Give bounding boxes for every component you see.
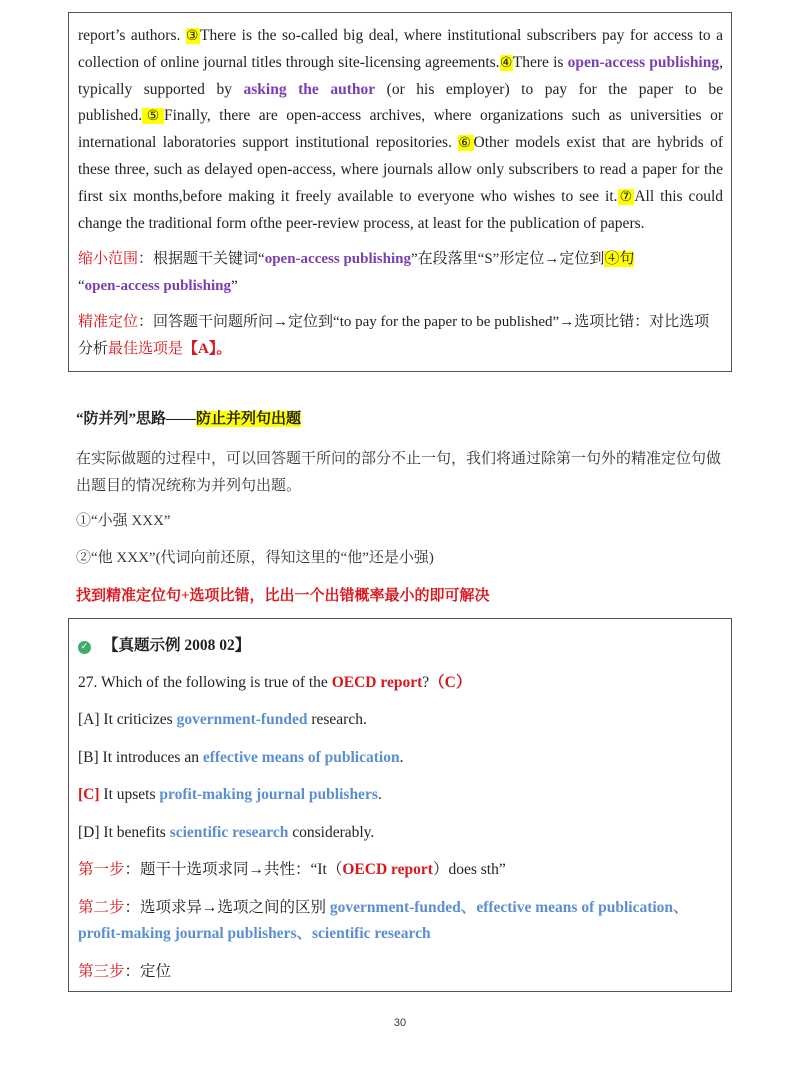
option-label: [C] bbox=[78, 786, 100, 803]
step-label: 精准定位 bbox=[78, 314, 139, 331]
keyword-open-access: open-access publishing bbox=[567, 53, 720, 71]
option-keyword: effective means of publication bbox=[202, 748, 400, 766]
example-header bbox=[78, 633, 723, 660]
keyword-open-access: open-access publishing bbox=[264, 251, 411, 268]
colon: ： bbox=[138, 314, 154, 331]
option-text: It criticizes bbox=[99, 711, 177, 728]
passage-text: , typically supported by bbox=[78, 53, 723, 98]
step-text: ）does sth” bbox=[432, 861, 506, 878]
quote: “ bbox=[78, 277, 85, 294]
option-text: It upsets bbox=[99, 786, 160, 803]
step-text: ：定位 bbox=[124, 962, 172, 980]
section-title bbox=[76, 407, 301, 428]
note-text: ”在段落里“S”形定位→定位到 bbox=[411, 251, 605, 268]
option-keyword: government-funded bbox=[176, 711, 308, 728]
step-label: 第二步 bbox=[78, 898, 125, 916]
section-paragraph: 在实际做题的过程中，可以回答题干所问的部分不止一句，我们将通过除第一句外的精准定位句做出题目的情况统称为并列句出题。 bbox=[76, 451, 722, 494]
keyword-oecd: OECD report bbox=[331, 673, 423, 691]
question-text: 27. Which of the following is true of the bbox=[78, 673, 332, 691]
question-stem bbox=[78, 670, 723, 697]
note-text: 根据题干关键词“ bbox=[153, 251, 265, 268]
colon: ： bbox=[138, 251, 154, 268]
sentence-marker-3: ③ bbox=[185, 28, 201, 44]
option-text: . bbox=[377, 786, 382, 803]
option-label: [D] bbox=[78, 823, 100, 841]
quote: ” bbox=[230, 277, 238, 294]
option-keyword: profit-making journal publishers bbox=[159, 786, 378, 803]
precise-locate-note bbox=[78, 309, 723, 362]
option-label: [B] bbox=[78, 748, 99, 766]
option-keyword: effective means of publication bbox=[476, 898, 674, 916]
passage-paragraph bbox=[78, 23, 723, 237]
example-item-2: ②“他 XXX”(代词向前还原，得知这里的“他”还是小强) bbox=[76, 550, 434, 566]
step-label: 第三步 bbox=[78, 962, 125, 980]
passage-text: There is bbox=[512, 53, 568, 71]
option-keyword: government-funded bbox=[329, 898, 461, 916]
sentence-4-highlight: ④句 bbox=[604, 251, 635, 268]
example-box bbox=[68, 618, 732, 992]
best-option-answer: 【A】。 bbox=[183, 340, 232, 357]
sentence-marker-5: ⑤ bbox=[142, 108, 164, 125]
option-c bbox=[78, 782, 723, 809]
option-keyword: scientific research bbox=[169, 823, 289, 841]
option-keyword: profit-making journal publishers bbox=[78, 925, 297, 942]
passage-text: (or his employer) to pay for the paper to be published. bbox=[78, 80, 723, 125]
step-2 bbox=[78, 895, 723, 948]
passage-text: There is the so-called big deal, where institutional subscribers pay for access to a collection of online journal titles through site-licensing agreements. bbox=[78, 27, 724, 71]
option-d bbox=[78, 820, 723, 847]
sentence-marker-6: ⑥ bbox=[458, 135, 474, 152]
separator: 、 bbox=[296, 925, 312, 942]
passage-box bbox=[68, 12, 732, 372]
separator: 、 bbox=[673, 898, 689, 916]
narrow-scope-note bbox=[78, 246, 723, 299]
step-1 bbox=[78, 857, 723, 884]
sentence-marker-7: ⑦ bbox=[617, 188, 635, 205]
keyword-open-access: open-access publishing bbox=[84, 277, 231, 294]
option-text: considerably. bbox=[288, 823, 375, 841]
step-text: ：题干十选项求同→共性：“It（ bbox=[124, 861, 343, 878]
option-text: . bbox=[399, 748, 404, 766]
question-text: ? bbox=[422, 673, 430, 691]
answer-label: （C） bbox=[429, 673, 472, 691]
option-text: It introduces an bbox=[98, 748, 203, 766]
keyword-asking-author: asking the author bbox=[243, 80, 376, 98]
passage-text: report’s authors. bbox=[78, 27, 186, 44]
option-keyword: scientific research bbox=[312, 925, 431, 942]
example-title: 【真题示例 2008 02】 bbox=[103, 637, 251, 654]
title-highlight: 防止并列句出题 bbox=[196, 411, 302, 427]
step-3 bbox=[78, 959, 723, 986]
check-icon: ✓ bbox=[78, 641, 91, 654]
option-b bbox=[78, 745, 723, 772]
example-item-1: ①“小强 XXX” bbox=[76, 513, 171, 529]
keyword-oecd: OECD report bbox=[342, 861, 433, 878]
best-option-label: 最佳选项是 bbox=[108, 340, 184, 357]
separator: 、 bbox=[460, 898, 477, 916]
passage-text: Finally, there are open-access archives, where organizations such as universities or international laboratories support institutional repositories. bbox=[78, 107, 723, 152]
page-number: 30 bbox=[393, 1017, 407, 1029]
option-a bbox=[78, 707, 723, 734]
note-text: 回答题干问题所问→定位到“to pay for the paper to be published”→选项比错：对比选项分析 bbox=[78, 314, 710, 357]
step-label: 缩小范围 bbox=[78, 251, 139, 268]
step-label: 第一步 bbox=[78, 861, 125, 878]
passage-text: Other models exist that are hybrids of these three, such as delayed open-access, where journals allow only subscribers to read a paper for the first six months,before making it freely available to everyone who wishes to see it. bbox=[78, 134, 723, 205]
title-prefix: “防并列”思路—— bbox=[76, 411, 197, 427]
strategy-summary: 找到精准定位句+选项比错，比出一个出错概率最小的即可解决 bbox=[76, 588, 490, 604]
option-label: [A] bbox=[78, 711, 100, 728]
step-text: ：选项求异→选项之间的区别 bbox=[124, 898, 330, 916]
option-text: research. bbox=[307, 711, 367, 728]
option-text: It benefits bbox=[99, 823, 170, 841]
sentence-marker-4: ④ bbox=[499, 54, 513, 71]
passage-text: All this could change the traditional form ofthe peer-review process, at least for the publication of papers. bbox=[78, 187, 723, 232]
